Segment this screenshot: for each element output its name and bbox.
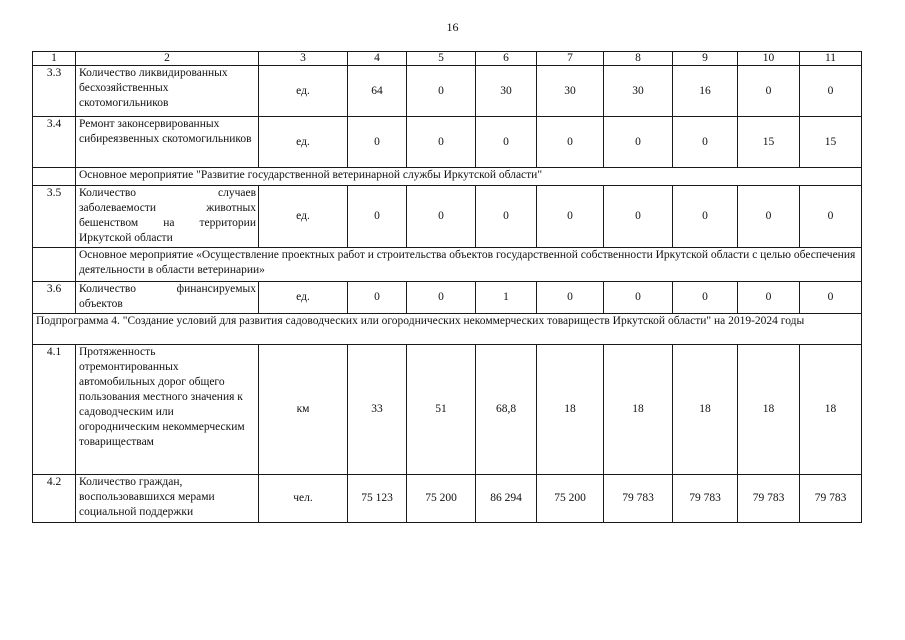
- section-spacer: [33, 248, 76, 282]
- value-cell: 0: [604, 282, 673, 314]
- subprogram-title: Подпрограмма 4. "Создание условий для развития садоводческих или огороднических некоммерческих товариществ Иркутской области" на 2019-2024 годы: [33, 314, 862, 345]
- value-cell: 51: [407, 345, 476, 475]
- value-cell: 18: [604, 345, 673, 475]
- value-cell: 0: [407, 282, 476, 314]
- header-cell: 11: [800, 52, 862, 66]
- value-cell: 33: [348, 345, 407, 475]
- indicator-name: Количество граждан, воспользовавшихся мерами социальной поддержки: [76, 475, 259, 523]
- value-cell: 18: [673, 345, 738, 475]
- row-number: 4.2: [33, 475, 76, 523]
- value-cell: 0: [537, 186, 604, 248]
- value-cell: 0: [348, 282, 407, 314]
- value-cell: 30: [604, 66, 673, 117]
- value-cell: 18: [800, 345, 862, 475]
- value-cell: 75 123: [348, 475, 407, 523]
- value-cell: 75 200: [537, 475, 604, 523]
- value-cell: 0: [537, 282, 604, 314]
- value-cell: 0: [738, 186, 800, 248]
- table-row: [33, 475, 862, 523]
- value-cell: 30: [537, 66, 604, 117]
- indicator-name: Количество ликвидированных бесхозяйственных скотомогильников: [76, 66, 259, 117]
- value-cell: 0: [738, 66, 800, 117]
- unit-cell: чел.: [259, 475, 348, 523]
- value-cell: 18: [738, 345, 800, 475]
- value-cell: 79 783: [738, 475, 800, 523]
- table-row: [33, 66, 862, 117]
- value-cell: 0: [407, 117, 476, 168]
- value-cell: 0: [537, 117, 604, 168]
- unit-cell: км: [259, 345, 348, 475]
- table-row: [33, 282, 862, 314]
- value-cell: 0: [604, 186, 673, 248]
- value-cell: 15: [738, 117, 800, 168]
- value-cell: 0: [673, 282, 738, 314]
- indicator-name: Количество случаев заболеваемости животных бешенством на территории Иркутской области: [76, 186, 259, 248]
- indicator-name: Ремонт законсервированных сибиреязвенных скотомогильников: [76, 117, 259, 168]
- column-number-row: [33, 52, 862, 66]
- value-cell: 0: [673, 186, 738, 248]
- value-cell: 0: [673, 117, 738, 168]
- table-row: [33, 186, 862, 248]
- indicator-name: Количество финансируемых объектов: [76, 282, 259, 314]
- value-cell: 0: [800, 282, 862, 314]
- indicators-table: [32, 51, 862, 523]
- value-cell: 0: [407, 186, 476, 248]
- header-cell: 8: [604, 52, 673, 66]
- header-cell: 9: [673, 52, 738, 66]
- value-cell: 68,8: [476, 345, 537, 475]
- table-row: [33, 117, 862, 168]
- value-cell: 0: [348, 117, 407, 168]
- value-cell: 15: [800, 117, 862, 168]
- value-cell: 18: [537, 345, 604, 475]
- header-cell: 3: [259, 52, 348, 66]
- section-spacer: [33, 168, 76, 186]
- value-cell: 79 783: [800, 475, 862, 523]
- indicator-name: Протяженность отремонтированных автомобильных дорог общего пользования местного значения к садоводческим или огородническим некоммерческим товариществам: [76, 345, 259, 475]
- section-title: Основное мероприятие "Развитие государственной ветеринарной службы Иркутской области": [76, 168, 862, 186]
- value-cell: 0: [738, 282, 800, 314]
- unit-cell: ед.: [259, 66, 348, 117]
- row-number: 3.3: [33, 66, 76, 117]
- value-cell: 0: [348, 186, 407, 248]
- table-row: [33, 345, 862, 475]
- value-cell: 30: [476, 66, 537, 117]
- value-cell: 0: [476, 186, 537, 248]
- row-number: 4.1: [33, 345, 76, 475]
- value-cell: 64: [348, 66, 407, 117]
- row-number: 3.4: [33, 117, 76, 168]
- value-cell: 0: [407, 66, 476, 117]
- subprogram-row: [33, 314, 862, 345]
- value-cell: 0: [604, 117, 673, 168]
- value-cell: 79 783: [604, 475, 673, 523]
- row-number: 3.6: [33, 282, 76, 314]
- value-cell: 1: [476, 282, 537, 314]
- header-cell: 6: [476, 52, 537, 66]
- unit-cell: ед.: [259, 282, 348, 314]
- header-cell: 2: [76, 52, 259, 66]
- row-number: 3.5: [33, 186, 76, 248]
- header-cell: 5: [407, 52, 476, 66]
- section-title: Основное мероприятие «Осуществление проектных работ и строительства объектов государственной собственности Иркутской области с целью обеспечения деятельности в области ветеринарии»: [76, 248, 862, 282]
- section-row: [33, 248, 862, 282]
- page-number: 16: [446, 20, 459, 34]
- section-row: [33, 168, 862, 186]
- value-cell: 79 783: [673, 475, 738, 523]
- header-cell: 1: [33, 52, 76, 66]
- header-cell: 4: [348, 52, 407, 66]
- value-cell: 0: [800, 186, 862, 248]
- header-cell: 10: [738, 52, 800, 66]
- value-cell: 0: [476, 117, 537, 168]
- value-cell: 0: [800, 66, 862, 117]
- header-cell: 7: [537, 52, 604, 66]
- unit-cell: ед.: [259, 117, 348, 168]
- value-cell: 75 200: [407, 475, 476, 523]
- unit-cell: ед.: [259, 186, 348, 248]
- value-cell: 16: [673, 66, 738, 117]
- value-cell: 86 294: [476, 475, 537, 523]
